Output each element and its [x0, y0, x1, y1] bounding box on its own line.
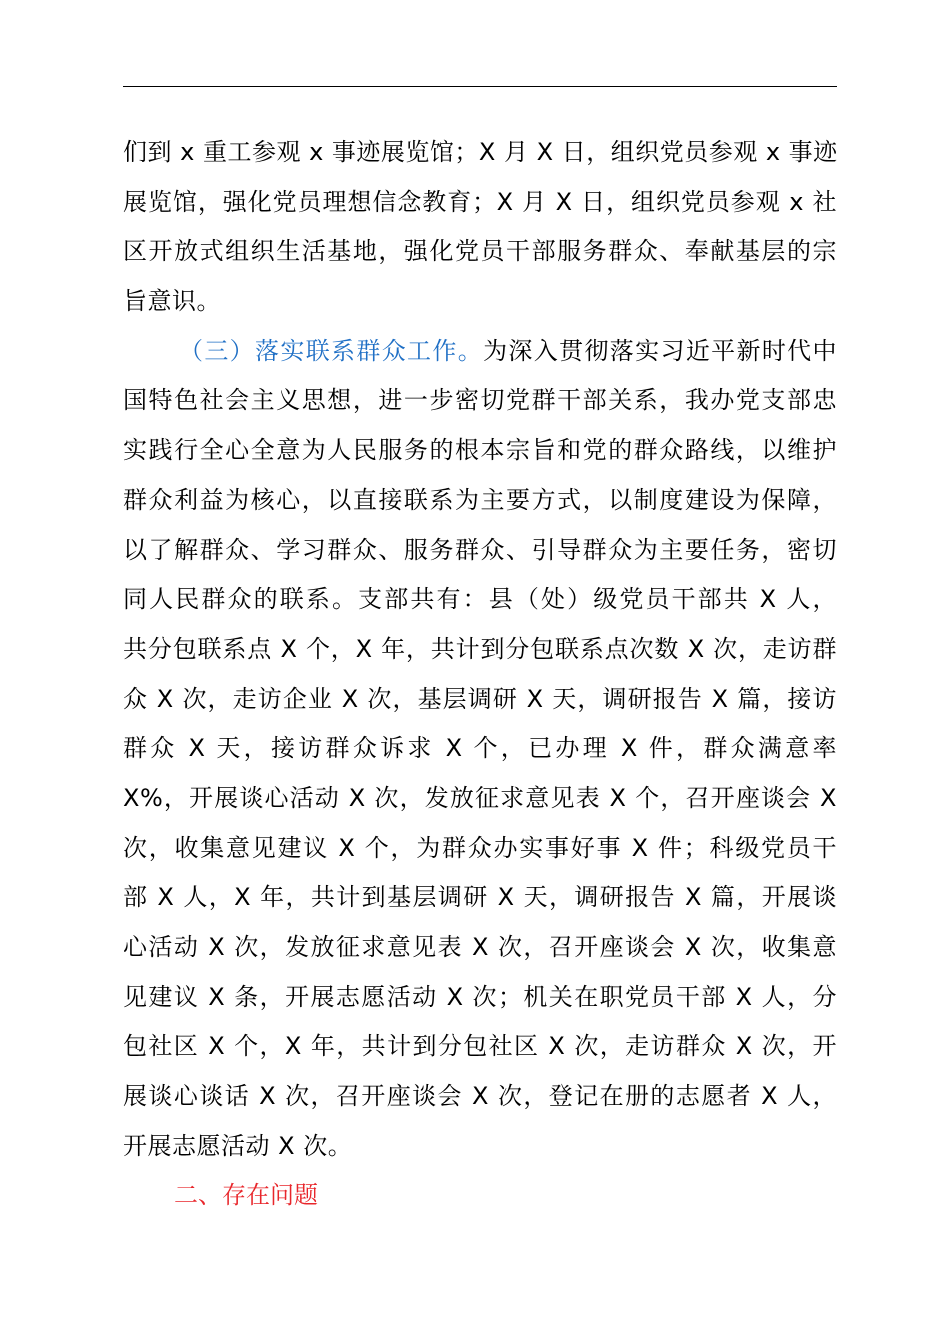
paragraph-line: 见建议 X 条，开展志愿活动 X 次；机关在职党员干部 X 人，分 [123, 982, 837, 1011]
document-body [123, 128, 837, 1221]
paragraph-2 [123, 327, 837, 1172]
paragraph-line: X%，开展谈心活动 X 次，发放征求意见表 X 个，召开座谈会 X [123, 783, 837, 812]
paragraph-line: 实践行全心全意为人民服务的根本宗旨和党的群众路线，以维护 [123, 436, 837, 465]
paragraph-line: 部 X 人，X 年，共计到基层调研 X 天，调研报告 X 篇，开展谈 [123, 883, 837, 912]
paragraph-line: 以了解群众、学习群众、服务群众、引导群众为主要任务，密切 [123, 535, 837, 564]
section-heading: 二、存在问题 [174, 1181, 318, 1210]
paragraph-line: 次，收集意见建议 X 个，为群众办实事好事 X 件；科级党员干 [123, 833, 837, 862]
paragraph-line: 国特色社会主义思想，进一步密切党群干部关系，我办党支部忠 [123, 386, 837, 415]
paragraph-line: 同人民群众的联系。支部共有：县（处）级党员干部共 X 人， [123, 585, 837, 614]
paragraph-line: 心活动 X 次，发放征求意见表 X 次，召开座谈会 X 次，收集意 [123, 933, 837, 961]
subsection-heading: （三）落实联系群众工作。 [179, 336, 484, 365]
paragraph-line: 群众 X 天，接访群众诉求 X 个，已办理 X 件，群众满意率 [123, 734, 837, 763]
paragraph-first-line [123, 327, 837, 377]
paragraph-text: 为深入贯彻落实习近平新时代中 [483, 336, 838, 365]
paragraph-line: 众 X 次，走访企业 X 次，基层调研 X 天，调研报告 X 篇，接访 [123, 684, 837, 713]
paragraph-line: 开展志愿活动 X 次。 [123, 1131, 353, 1160]
paragraph-line: 包社区 X 个，X 年，共计到分包社区 X 次，走访群众 X 次，开 [123, 1032, 837, 1061]
paragraph-line: 展谈心谈话 X 次，召开座谈会 X 次，登记在册的志愿者 X 人， [123, 1082, 837, 1111]
header-rule [123, 86, 837, 87]
paragraph-line: 们到 x 重工参观 x 事迹展览馆；X 月 X 日，组织党员参观 x 事迹 [123, 138, 838, 166]
paragraph-line: 展览馆，强化党员理想信念教育；X 月 X 日，组织党员参观 x 社 [123, 187, 837, 216]
paragraph-line: 共分包联系点 X 个，X 年，共计到分包联系点次数 X 次，走访群 [123, 634, 837, 663]
paragraph-line: 区开放式组织生活基地，强化党员干部服务群众、奉献基层的宗 [123, 237, 837, 266]
paragraph-line: 群众利益为核心，以直接联系为主要方式，以制度建设为保障， [123, 485, 837, 514]
paragraph-1 [123, 128, 837, 327]
paragraph-line: 旨意识。 [123, 287, 221, 316]
